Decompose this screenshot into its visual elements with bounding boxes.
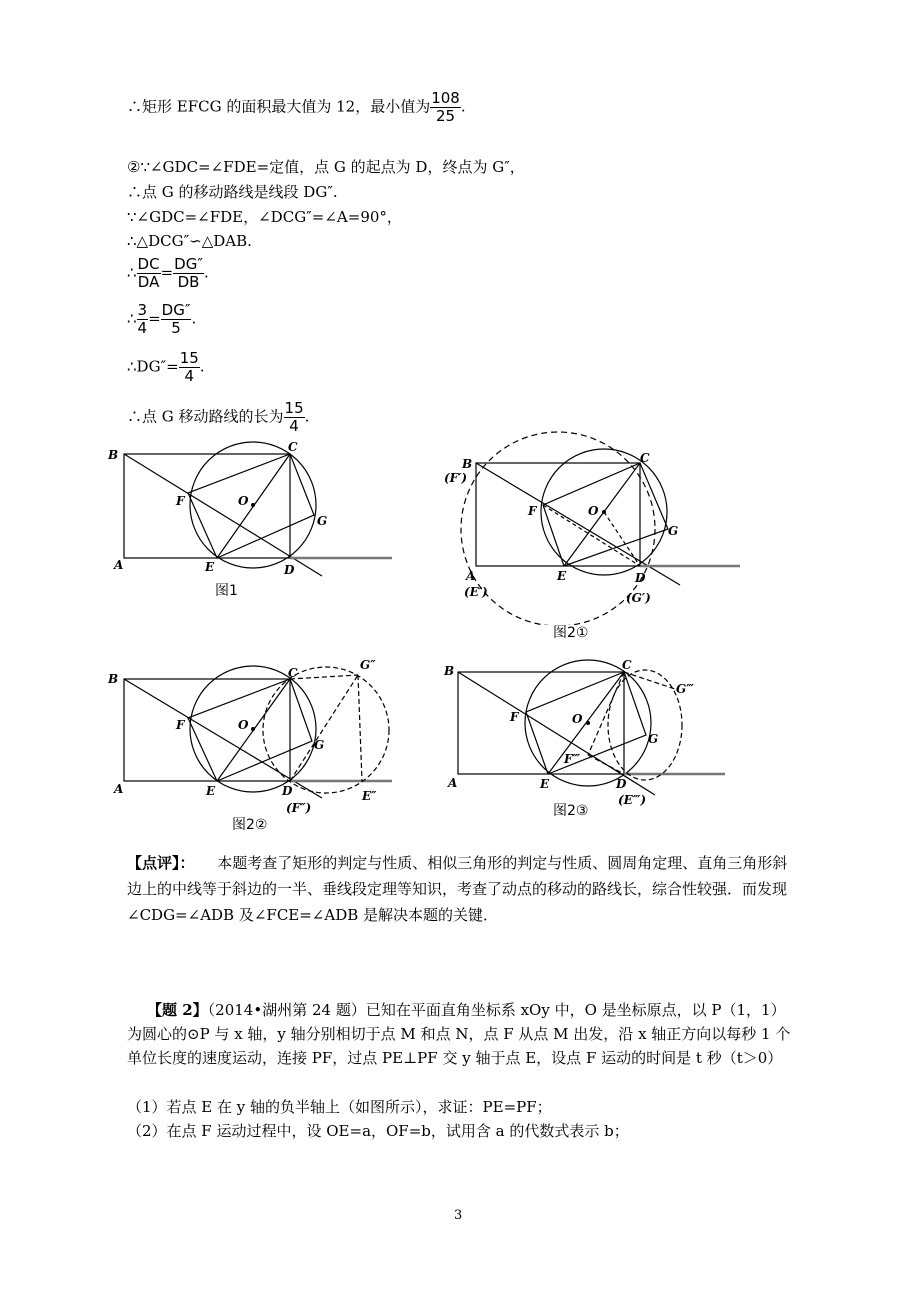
label-f-double: (F″) — [286, 801, 312, 815]
text: ∴DG″= — [127, 357, 179, 376]
denominator: 25 — [435, 107, 456, 125]
numerator: 15 — [284, 399, 304, 417]
problem-2 — [127, 998, 797, 1070]
comment-text: 本题考查了矩形的判定与性质、相似三角形的判定与性质、圆周角定理、直角三角形斜边上的中线等于斜边的一半、垂线段定理等知识，考查了动点的移动的路线长，综合性较强．而发现∠CDG=∠ADB 及∠FCE=∠ADB 是解决本题的关键． — [127, 854, 788, 924]
label-g: G — [648, 732, 659, 746]
text: = — [148, 309, 161, 328]
label-d: D — [635, 571, 646, 585]
label-b: B — [462, 457, 473, 471]
label-f: F — [176, 718, 185, 732]
numerator: 3 — [137, 301, 148, 319]
figure-2-2-caption: 图2② — [232, 817, 268, 833]
fraction — [284, 400, 305, 435]
area-line — [127, 90, 466, 125]
text-line: ∴点 G 的移动路线是线段 DG″. — [127, 183, 338, 201]
text: . — [304, 407, 310, 426]
figure-2-1 — [440, 430, 750, 625]
label-c: C — [640, 451, 650, 465]
label-b: B — [108, 672, 119, 686]
problem-intro: （2014•湖州第 24 题）已知在平面直角坐标系 xOy 中，O 是坐标原点，以 P（1，1）为圆心的⊙P 与 x 轴，y 轴分别相切于点 M 和点 N，点 F 从点 M 出发，沿 x 轴正方向以每秒 1 个单位长度的速度运动，连接 PF，过点 PE⊥PF 交 y 轴于点 E，设点 F 运动的时间是 t 秒（t＞0） — [127, 1001, 791, 1067]
text: = — [160, 263, 174, 282]
question-2: （2）在点 F 运动过程中，设 OE=a，OF=b，试用含 a 的代数式表示 b； — [127, 1122, 629, 1140]
denominator: 4 — [137, 319, 148, 337]
text-line: ②∵∠GDC=∠FDE=定值，点 G 的起点为 D，终点为 G″， — [127, 158, 525, 176]
label-g: G — [314, 738, 325, 752]
label-o: O — [238, 718, 249, 732]
fraction — [161, 302, 192, 337]
text: ∴ — [127, 263, 137, 282]
denominator: DA — [137, 273, 160, 291]
text: ∴ — [127, 309, 137, 328]
problem-label: 【题 2】 — [147, 1001, 208, 1019]
label-f-triple: F‴ — [564, 752, 581, 766]
fraction — [173, 256, 204, 291]
fraction — [137, 256, 161, 291]
label-d: D — [284, 563, 295, 577]
label-b: B — [444, 664, 455, 678]
label-a: A — [466, 569, 476, 583]
label-b: B — [108, 448, 119, 462]
fraction — [137, 302, 149, 337]
denominator: 5 — [171, 319, 181, 337]
figure-2-3 — [440, 655, 740, 820]
label-e-triple: (E‴) — [618, 793, 647, 807]
figure-2-1-caption: 图2① — [553, 625, 589, 641]
figure-2-2 — [100, 655, 400, 820]
conclusion-line — [127, 400, 309, 435]
fraction — [179, 350, 200, 385]
text: . — [199, 357, 205, 376]
label-e: E — [557, 569, 567, 583]
label-g-prime: (G′) — [626, 591, 651, 605]
label-g: G — [668, 524, 679, 538]
numerator: DG″ — [161, 301, 191, 319]
numerator: DG″ — [174, 255, 203, 273]
text: ∴矩形 EFCG 的面积最大值为 12，最小值为 — [127, 97, 431, 116]
label-g: G — [317, 514, 328, 528]
text: ∴点 G 移动路线的长为 — [127, 407, 284, 426]
denominator: 4 — [289, 417, 299, 435]
text-line: ∵∠GDC=∠FDE，∠DCG″=∠A=90°， — [127, 208, 402, 226]
label-a: A — [448, 776, 458, 790]
label-o: O — [572, 712, 583, 726]
label-d: D — [616, 777, 627, 791]
question-1: （1）若点 E 在 y 轴的负半轴上（如图所示），求证：PE=PF； — [127, 1098, 552, 1116]
label-f: F — [510, 710, 519, 724]
label-e: E — [205, 560, 215, 574]
numerator: DC — [137, 255, 160, 273]
comment-label: 【点评】： — [127, 854, 195, 872]
fraction — [430, 90, 461, 125]
label-e: E — [206, 784, 216, 798]
label-o: O — [238, 494, 249, 508]
text: . — [203, 263, 209, 282]
denominator: 4 — [184, 367, 195, 385]
label-d: D — [282, 784, 293, 798]
label-e: E — [540, 777, 550, 791]
label-c: C — [288, 666, 298, 680]
text: . — [191, 309, 197, 328]
proportion-line — [127, 302, 196, 337]
text-line: ∴△DCG″∽△DAB. — [127, 232, 252, 250]
figure-1-caption: 图1 — [215, 583, 238, 599]
text: . — [460, 97, 466, 116]
label-c: C — [288, 440, 298, 454]
label-o: O — [588, 504, 599, 518]
denominator: DB — [177, 273, 200, 291]
label-c: C — [622, 658, 632, 672]
numerator: 108 — [431, 89, 460, 107]
proportion-line — [127, 256, 209, 291]
label-e-prime: (E′) — [464, 585, 488, 599]
result-line — [127, 350, 205, 385]
numerator: 15 — [179, 349, 199, 367]
page-number: 3 — [454, 1208, 463, 1223]
label-e-double: E″ — [362, 789, 377, 803]
comment — [127, 850, 797, 928]
label-a: A — [114, 782, 124, 796]
label-a: A — [114, 558, 124, 572]
figure-1 — [100, 435, 400, 600]
label-f: F — [528, 504, 537, 518]
label-g-double: G″ — [360, 658, 376, 672]
label-f: F — [176, 494, 185, 508]
label-g-triple: G‴ — [676, 682, 694, 696]
label-f-prime: (F′) — [444, 471, 468, 485]
figure-2-3-caption: 图2③ — [553, 803, 589, 819]
